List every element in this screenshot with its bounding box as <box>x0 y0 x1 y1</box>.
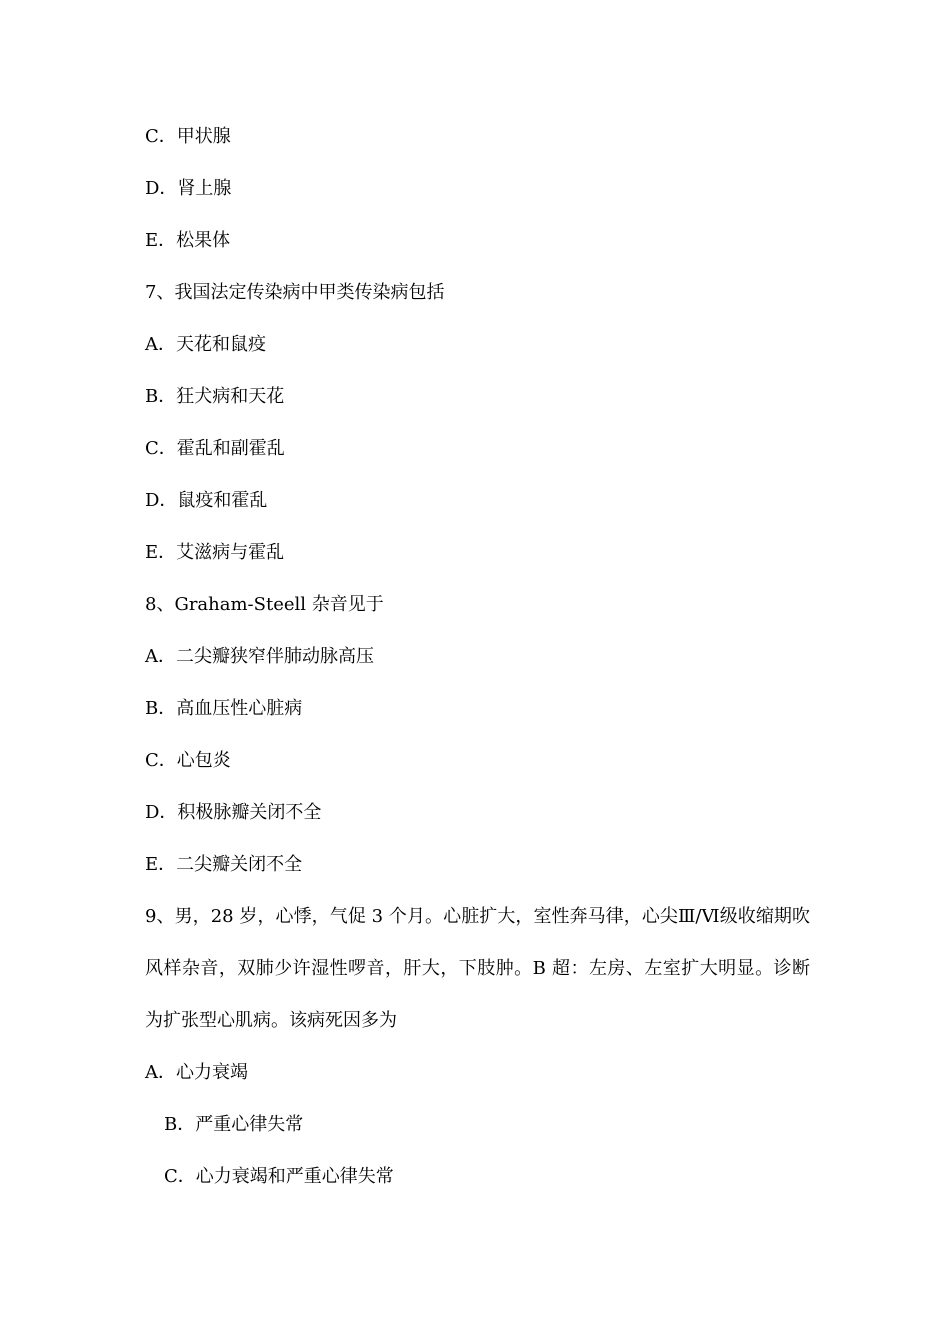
question-9: 9、男，28 岁，心悸，气促 3 个月。心脏扩大，室性奔马律，心尖Ⅲ/Ⅵ级收缩期吹风样杂音，双肺少许湿性啰音，肝大，下肢肿。B 超：左房、左室扩大明显。诊断为扩张型心肌病。该病死因多为 <box>145 906 810 1031</box>
q9-option-a: A．心力衰竭 <box>145 1062 248 1083</box>
question-7: 7、我国法定传染病中甲类传染病包括 <box>145 282 445 303</box>
q9-option-b: B．严重心律失常 <box>164 1114 304 1135</box>
question-8: 8、Graham-Steell 杂音见于 <box>145 594 384 615</box>
q7-option-b: B．狂犬病和天花 <box>145 386 285 407</box>
option-c-thyroid: C．甲状腺 <box>145 126 231 147</box>
q7-option-c: C．霍乱和副霍乱 <box>145 438 285 459</box>
q8-option-b: B．高血压性心脏病 <box>145 698 303 719</box>
q9-option-c: C．心力衰竭和严重心律失常 <box>164 1166 394 1187</box>
option-d-adrenal: D．肾上腺 <box>145 178 232 199</box>
q7-option-d: D．鼠疫和霍乱 <box>145 490 268 511</box>
option-e-pineal: E．松果体 <box>145 230 231 251</box>
q8-option-c: C．心包炎 <box>145 750 231 771</box>
q7-option-e: E．艾滋病与霍乱 <box>145 542 285 563</box>
q8-option-d: D．积极脉瓣关闭不全 <box>145 802 322 823</box>
q7-option-a: A．天花和鼠疫 <box>145 334 266 355</box>
q8-option-e: E．二尖瓣关闭不全 <box>145 854 303 875</box>
q8-option-a: A．二尖瓣狭窄伴肺动脉高压 <box>145 646 374 667</box>
